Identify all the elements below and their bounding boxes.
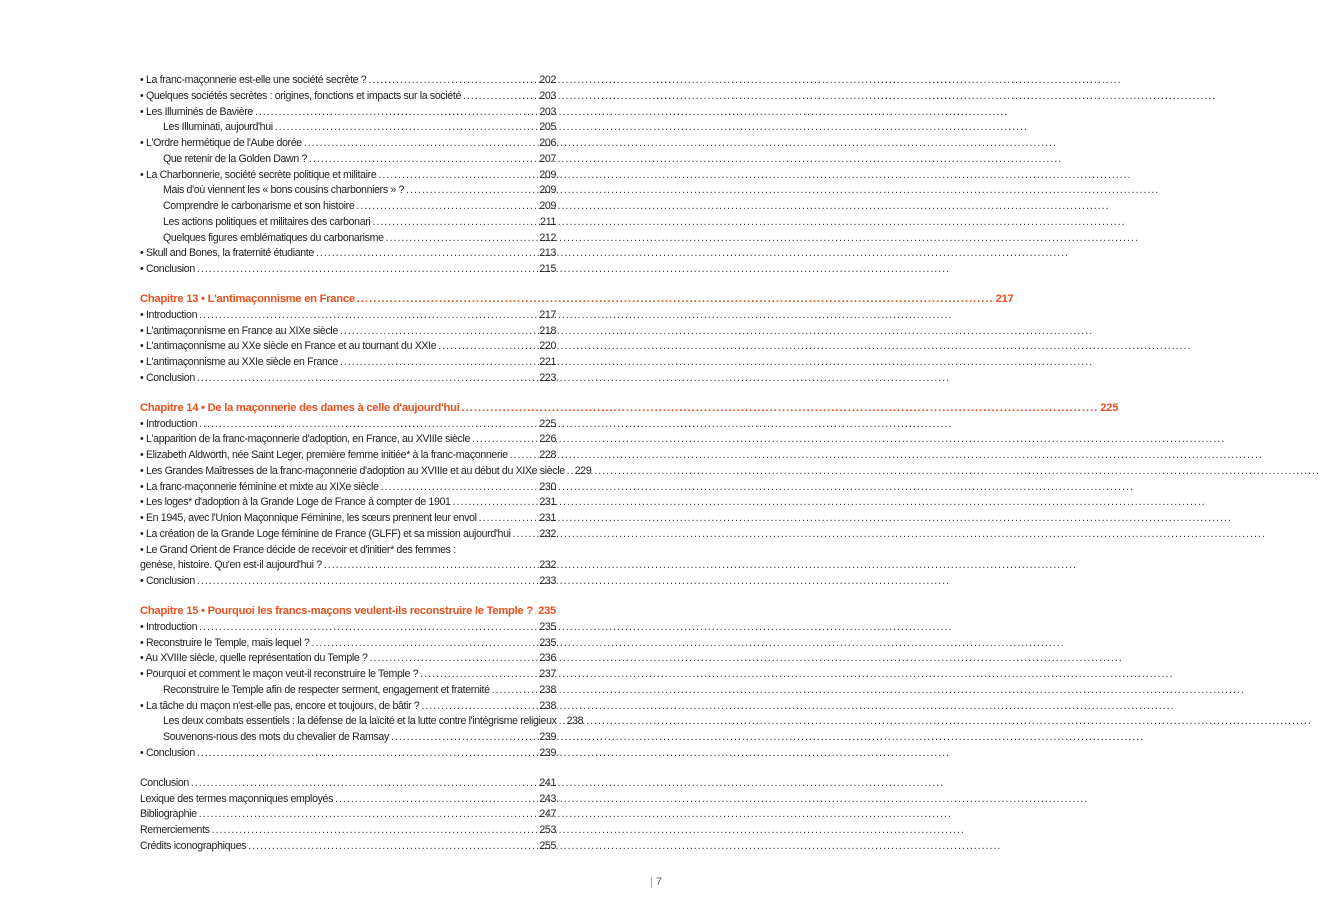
toc-entry[interactable]	[140, 495, 556, 511]
page-number-value: 7	[655, 876, 662, 888]
toc-subentry[interactable]	[140, 120, 556, 136]
entry-page: 211	[540, 215, 556, 228]
entry-title: Les deux combats essentiels : la défense de la laïcité et la lutte contre l'intégrisme religieux	[163, 715, 557, 728]
entry-title: • L'antimaçonnisme au XXe siècle en France et au tournant du XXIe	[140, 340, 437, 353]
toc-entry[interactable]	[140, 636, 556, 652]
dot-leader	[513, 527, 538, 543]
chapter-page: 217	[995, 293, 1014, 305]
dot-leader	[386, 231, 538, 247]
chapter-heading[interactable]	[140, 292, 1014, 308]
section-gap	[140, 278, 556, 292]
toc-entry[interactable]	[140, 480, 556, 496]
entry-page: 221	[539, 356, 556, 368]
entry-title: • L'apparition de la franc-maçonnerie d'adoption, en France, au XVIIIe siècle	[140, 433, 471, 446]
toc-entry[interactable]	[140, 355, 556, 371]
entry-title: Souvenons-nous des mots du chevalier de Ramsay	[163, 731, 389, 743]
entry-page: 237	[539, 668, 556, 680]
toc-entry[interactable]	[140, 339, 556, 355]
entry-page: 215	[539, 263, 556, 275]
dot-leader	[316, 246, 537, 262]
chapter-heading[interactable]	[140, 401, 1119, 417]
toc-entry[interactable]	[140, 308, 556, 324]
dot-leader	[492, 683, 538, 699]
chapter-title: Chapitre 15 • Pourquoi les francs-maçons veulent-ils reconstruire le Temple ?	[140, 605, 533, 617]
toc-entry[interactable]	[140, 89, 556, 105]
dot-leader	[472, 432, 537, 448]
entry-page: 235	[539, 636, 556, 649]
entry-page: 238	[539, 683, 556, 696]
dot-leader	[197, 574, 537, 590]
toc-subentry[interactable]	[140, 231, 556, 247]
toc-entry[interactable]	[140, 448, 556, 464]
dot-leader	[357, 292, 994, 308]
entry-page: 229	[574, 464, 592, 477]
entry-page: 241	[539, 776, 556, 789]
entry-title: • Les Grandes Maîtresses de la franc-maçonnerie d'adoption au XVIIIe et au début du XIXe siècle	[140, 464, 565, 477]
chapter-page: 235	[538, 605, 556, 617]
dot-leader	[462, 401, 1099, 417]
dot-leader	[309, 152, 537, 168]
entry-title: Lexique des termes maçonniques employés	[140, 792, 334, 805]
dot-leader	[197, 746, 537, 762]
dot-leader	[275, 120, 538, 136]
entry-page: 207	[539, 152, 556, 165]
toc-subentry[interactable]	[140, 152, 556, 168]
entry-title: • La Charbonnerie, société secrète politique et militaire	[140, 168, 377, 181]
entry-page: 205	[539, 121, 556, 134]
entry-page: 239	[539, 731, 556, 743]
toc-entry[interactable]	[140, 839, 556, 855]
toc-entry[interactable]	[140, 651, 556, 667]
dot-leader	[463, 89, 537, 105]
entry-page: 220	[539, 340, 556, 353]
page-number-separator: |	[650, 876, 653, 888]
entry-page: 232	[539, 527, 556, 540]
entry-title: • Introduction	[140, 417, 198, 430]
entry-page: 209	[539, 200, 556, 212]
toc-entry[interactable]	[140, 823, 556, 839]
toc-entry[interactable]	[140, 558, 556, 574]
entry-page: 206	[539, 137, 556, 149]
entry-title: • L'antimaçonnisme au XXIe siècle en France	[140, 356, 338, 368]
entry-title: Quelques figures emblématiques du carbonarisme	[163, 231, 384, 244]
toc-entry[interactable]	[140, 511, 556, 527]
entry-title: • Conclusion	[140, 575, 195, 587]
toc-entry[interactable]	[140, 136, 556, 152]
dot-leader	[453, 495, 538, 511]
dot-leader	[199, 620, 537, 636]
toc-entry[interactable]	[140, 792, 556, 808]
entry-page: 236	[539, 652, 556, 665]
entry-page: 209	[539, 184, 556, 197]
entry-page: 212	[539, 231, 556, 244]
entry-title: • La tâche du maçon n'est-elle pas, encore et toujours, de bâtir ?	[140, 699, 420, 712]
entry-page: 203	[539, 89, 556, 102]
table-of-contents	[140, 73, 1119, 855]
dot-leader	[567, 464, 573, 480]
chapter-title: Chapitre 14 • De la maçonnerie des dames à celle d'aujourd'hui	[140, 401, 460, 414]
entry-title: • Au XVIIIe siècle, quelle représentation du Temple ?	[140, 652, 368, 665]
entry-page: 243	[539, 792, 556, 805]
entry-page: 202	[539, 74, 556, 86]
entry-title: Mais d'où viennent les « bons cousins charbonniers » ?	[163, 184, 405, 197]
chapter-page: 225	[1100, 401, 1119, 414]
toc-subentry[interactable]	[140, 183, 556, 199]
toc-entry[interactable]	[140, 464, 592, 480]
entry-title: • Les Illuminés de Bavière	[140, 105, 253, 118]
entry-page: 218	[539, 324, 556, 337]
toc-subentry[interactable]	[140, 683, 556, 699]
dot-leader	[391, 730, 537, 746]
dot-leader	[212, 823, 538, 839]
entry-title: Comprendre le carbonarisme et son histoire	[163, 200, 355, 212]
entry-title: • Les loges* d'adoption à la Grande Loge de France à compter de 1901	[140, 496, 451, 509]
page-number	[650, 876, 662, 888]
dot-leader	[378, 168, 537, 184]
entry-page: 203	[539, 105, 556, 118]
section-gap	[140, 387, 556, 401]
toc-entry[interactable]	[140, 746, 556, 762]
toc-entry[interactable]	[140, 432, 556, 448]
entry-page: 209	[539, 168, 556, 181]
entry-title: Que retenir de la Golden Dawn ?	[163, 152, 308, 165]
toc-entry[interactable]	[140, 73, 556, 89]
entry-page: 233	[539, 575, 556, 587]
dot-leader	[199, 417, 537, 433]
toc-subentry[interactable]	[140, 730, 556, 746]
dot-leader	[368, 73, 537, 89]
entry-title: • Skull and Bones, la fraternité étudiante	[140, 247, 314, 260]
entry-page: 217	[539, 308, 556, 321]
entry-title: • Conclusion	[140, 263, 195, 275]
section-gap	[140, 762, 556, 776]
chapter-heading[interactable]	[140, 604, 556, 620]
entry-page: 231	[539, 512, 556, 524]
entry-title: Remerciements	[140, 824, 210, 836]
entry-title: • Introduction	[140, 308, 198, 321]
entry-title: • Reconstruire le Temple, mais lequel ?	[140, 636, 310, 649]
toc-entry[interactable]	[140, 620, 556, 636]
entry-title: • Conclusion	[140, 371, 195, 384]
entry-title: Reconstruire le Temple afin de respecter serment, engagement et fraternité	[163, 683, 490, 696]
section-gap	[140, 590, 556, 604]
entry-title: genèse, histoire. Qu'en est-il aujourd'hui ?	[140, 559, 322, 572]
dot-leader	[372, 215, 538, 231]
dot-leader	[340, 324, 537, 340]
entry-title: Bibliographie	[140, 808, 197, 821]
toc-entry[interactable]	[140, 105, 556, 121]
toc-entry[interactable]	[140, 371, 556, 387]
dot-leader	[324, 558, 538, 574]
dot-leader	[255, 105, 537, 121]
dot-leader	[191, 776, 537, 792]
toc-entry[interactable]	[140, 699, 556, 715]
entry-title: • Quelques sociétés secrètes : origines, fonctions et impacts sur la société	[140, 89, 461, 102]
dot-leader	[438, 339, 537, 355]
entry-title: • Pourquoi et comment le maçon veut-il reconstruire le Temple ?	[140, 668, 419, 680]
toc-entry[interactable]	[140, 324, 556, 340]
toc-entry[interactable]	[140, 527, 556, 543]
entry-page: 238	[566, 715, 584, 728]
dot-leader	[370, 651, 538, 667]
toc-entry[interactable]	[140, 246, 556, 262]
dot-leader	[335, 792, 537, 808]
entry-title: • La franc-maçonnerie est-elle une société secrète ?	[140, 74, 367, 86]
entry-page: 235	[539, 620, 556, 633]
entry-title: • Elizabeth Aldworth, née Saint Leger, première femme initiée* à la franc-maçonnerie	[140, 449, 508, 461]
entry-title: Les actions politiques et militaires des carbonari	[163, 215, 371, 228]
dot-leader	[356, 199, 537, 215]
dot-leader	[340, 355, 537, 371]
dot-leader	[197, 262, 537, 278]
dot-leader	[479, 511, 538, 527]
dot-leader	[406, 183, 537, 199]
dot-leader	[197, 371, 537, 387]
toc-entry[interactable]	[140, 262, 556, 278]
toc-entry[interactable]	[140, 168, 556, 184]
entry-title: • Conclusion	[140, 746, 195, 759]
toc-subentry[interactable]	[140, 199, 556, 215]
dot-leader	[248, 839, 537, 855]
toc-entry[interactable]	[140, 776, 556, 792]
entry-page: 231	[539, 496, 556, 509]
dot-leader	[199, 308, 537, 324]
dot-leader	[559, 714, 565, 730]
entry-page: 238	[539, 699, 556, 712]
entry-page: 247	[539, 808, 556, 821]
dot-leader	[304, 136, 538, 152]
entry-page: 239	[539, 746, 556, 759]
toc-entry[interactable]	[140, 807, 556, 823]
entry-page: 226	[539, 433, 556, 446]
entry-page: 213	[539, 247, 556, 260]
toc-entry[interactable]	[140, 417, 556, 433]
entry-page: 228	[539, 449, 556, 461]
entry-title: Crédits iconographiques	[140, 839, 247, 852]
entry-title: Conclusion	[140, 776, 189, 789]
entry-page: 223	[539, 371, 556, 384]
entry-title: • La création de la Grande Loge féminine de France (GLFF) et sa mission aujourd'hui	[140, 527, 511, 540]
entry-title: • L'Ordre hermétique de l'Aube dorée	[140, 137, 302, 149]
entry-page: 232	[539, 559, 556, 572]
toc-entry[interactable]	[140, 574, 556, 590]
toc-entry[interactable]	[140, 543, 556, 559]
entry-page: 225	[539, 417, 556, 430]
entry-title: • Introduction	[140, 620, 198, 633]
entry-title: • L'antimaçonnisme en France au XIXe siècle	[140, 324, 338, 337]
dot-leader	[420, 667, 537, 683]
dot-leader	[535, 604, 536, 620]
dot-leader	[381, 480, 538, 496]
toc-subentry[interactable]	[140, 215, 556, 231]
dot-leader	[421, 699, 537, 715]
dot-leader	[311, 636, 537, 652]
toc-subentry[interactable]	[140, 714, 584, 730]
entry-title: Les Illuminati, aujourd'hui	[163, 121, 273, 134]
entry-page: 255	[539, 839, 556, 852]
dot-leader	[199, 807, 538, 823]
toc-entry[interactable]	[140, 667, 556, 683]
chapter-title: Chapitre 13 • L'antimaçonnisme en France	[140, 293, 355, 305]
dot-leader	[510, 448, 538, 464]
entry-page: 230	[539, 480, 556, 493]
entry-title: • En 1945, avec l'Union Maçonnique Féminine, les sœurs prennent leur envol	[140, 512, 477, 524]
entry-page: 253	[539, 824, 556, 836]
entry-title: • La franc-maçonnerie féminine et mixte au XIXe siècle	[140, 480, 379, 493]
entry-title: • Le Grand Orient de France décide de recevoir et d'initier* des femmes :	[140, 543, 456, 556]
